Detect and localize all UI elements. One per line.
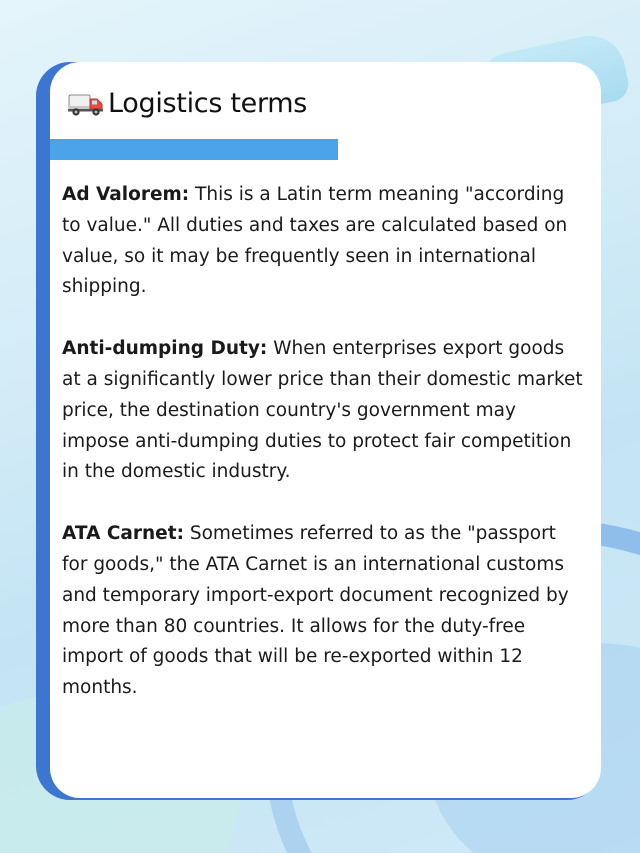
term-name: Ad Valorem: bbox=[62, 184, 190, 205]
term-entry-ata-carnet bbox=[62, 519, 584, 704]
term-name: Anti-dumping Duty: bbox=[62, 338, 268, 360]
term-name: ATA Carnet: bbox=[62, 523, 184, 545]
truck-icon bbox=[68, 91, 104, 117]
page-title: Logistics terms bbox=[108, 88, 308, 119]
title-underline-bar bbox=[50, 139, 338, 160]
term-entry-ad-valorem bbox=[62, 180, 584, 303]
terms-list bbox=[62, 180, 584, 735]
term-definition: Sometimes referred to as the "passport for goods," the ATA Carnet is an international customs and temporary import-export document recognized by more than 80 countries. It allows for the duty-free import of goods that will be re-exported within 12 months. bbox=[62, 523, 569, 699]
term-entry-anti-dumping-duty bbox=[62, 334, 584, 488]
term-definition: This is a Latin term meaning "according to value." All duties and taxes are calculated based on value, so it may be frequently seen in international shipping. bbox=[62, 184, 568, 298]
term-definition: When enterprises export goods at a significantly lower price than their domestic market price, the destination country's government may impose anti-dumping duties to protect fair competition in the domestic industry. bbox=[62, 338, 583, 483]
title-row bbox=[68, 88, 307, 119]
